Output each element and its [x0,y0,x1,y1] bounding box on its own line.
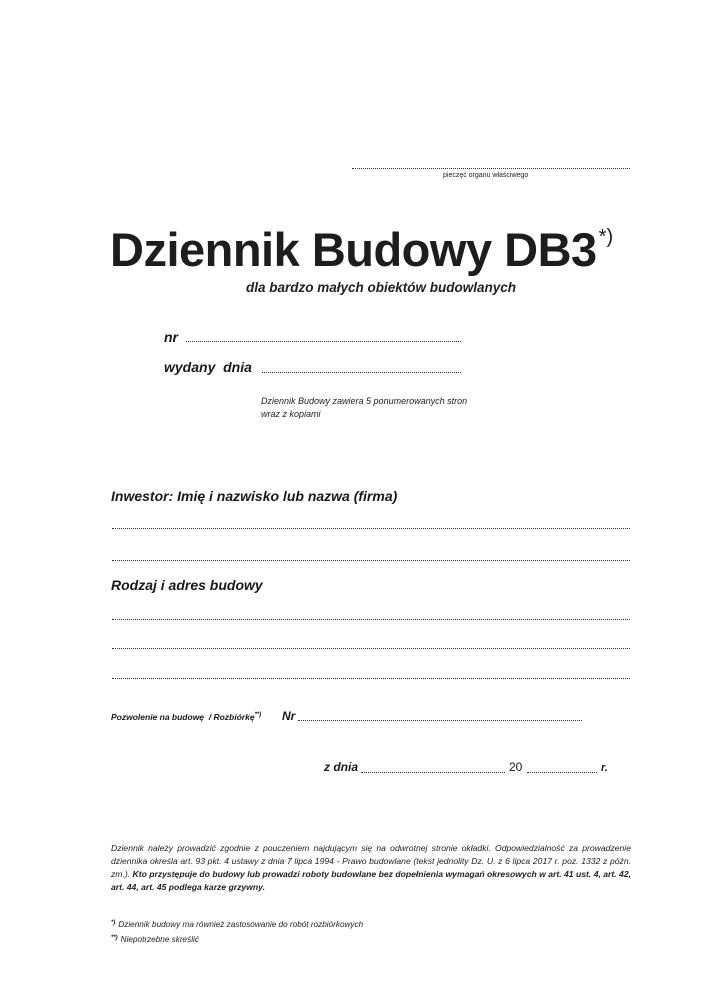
pages-note-line: wraz z kopiami [261,409,321,419]
investor-field-line[interactable] [112,560,630,561]
permit-nr-label: Nr [282,709,296,723]
legal-notice-text: Dziennik należy prowadzić zgodnie z pouczeniem najdującym się na odwrotnej stronie okładki. Odpowiedzialność za prowadzenie dziennika określa art. 93 pkt. 4 ustawy z dnia 7 lipca 1994 - Prawo budowlane (tekst jednolity Dz. U. z 6 lipca 2017 r. poz. 1332 z późn. zm.). [111,843,631,879]
stamp-line[interactable] [352,168,630,169]
permit-date-label: z dnia [324,760,359,774]
issued-date-field[interactable] [262,372,461,373]
legal-notice [111,842,631,894]
issued-date-label: wydany dnia [164,359,252,375]
permit-year-field[interactable] [527,772,597,773]
legal-notice-warning: Kto przystępuje do budowy lub prowadzi roboty budowlane bez dopełnienia wymagań okresowych w art. 41 ust. 4, art. 42, art. 44, art. 45 podlega karze grzywny. [111,869,632,892]
permit-date-field[interactable] [361,772,505,773]
footnote-1-mark: *) [111,920,116,926]
subtitle-row [0,280,707,295]
title-block [110,222,613,277]
pages-note [261,395,467,421]
investor-label: Inwestor: Imię i nazwisko lub nazwa (firma) [111,488,398,504]
permit-nr-field[interactable] [298,720,582,721]
permit-year-prefix: 20 [509,760,523,774]
nr-field[interactable] [186,341,461,342]
title-footnote-mark: *) [598,226,614,248]
footnote-2-mark: **) [111,935,118,941]
permit-label-text: Pozwolenie na budowę / Rozbiórkę [111,712,255,722]
footnote-1 [111,920,363,929]
permit-label-mark: **) [254,712,262,719]
permit-year-suffix: r. [601,762,608,774]
footnote-1-text: Dziennik budowy ma również zastosowanie do robót rozbiórkowych [118,920,364,929]
permit-label [111,712,261,722]
site-field-line[interactable] [112,678,630,679]
footnote-2-text: Niepotrzebne skreślić [120,935,199,944]
site-field-line[interactable] [112,619,630,620]
nr-label: nr [164,329,178,345]
stamp-label: pieczęć organu właściwego [443,172,529,179]
page-subtitle: dla bardzo małych obiektów budowlanych [245,280,517,295]
investor-field-line[interactable] [112,528,630,529]
pages-note-line: Dziennik Budowy zawiera 5 ponumerowanych stron [261,396,468,406]
page-title: Dziennik Budowy DB3 [110,223,597,276]
site-field-line[interactable] [112,648,630,649]
footnote-2 [111,935,199,944]
site-label: Rodzaj i adres budowy [111,577,263,593]
